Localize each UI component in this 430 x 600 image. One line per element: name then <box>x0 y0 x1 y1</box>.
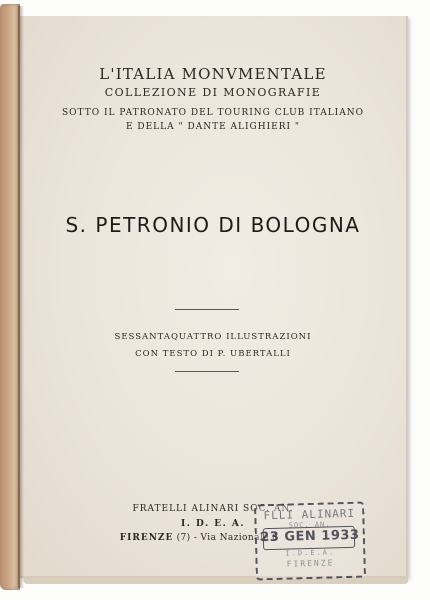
patronage-line-1: SOTTO IL PATRONATO DEL TOURING CLUB ITALIANO <box>62 108 364 118</box>
stamp-bottom-text-2: FIRENZE <box>286 558 335 569</box>
spine-shadow <box>18 6 24 588</box>
publisher-city: FIRENZE <box>119 533 174 543</box>
series-title: L'ITALIA MONVMENTALE <box>99 65 327 83</box>
page-edges <box>24 578 408 584</box>
book-title: S. PETRONIO DI BOLOGNA <box>65 213 361 237</box>
stamp-bottom-text-1: I.D.E.A. <box>285 548 336 558</box>
stamp-date: 23 GEN 1933 <box>260 527 360 546</box>
title-page <box>20 16 408 578</box>
author-credit: CON TESTO DI P. UBERTALLI <box>135 349 291 359</box>
patronage-line-2: E DELLA " DANTE ALIGHIERI " <box>125 122 301 132</box>
collection-subtitle: COLLEZIONE DI MONOGRAFIE <box>104 86 322 99</box>
book-spine <box>0 4 20 590</box>
illustrations-note: SESSANTAQUATTRO ILLUSTRAZIONI <box>114 332 312 342</box>
stamp-top-text: FLLI ALINARI <box>263 506 356 523</box>
publisher-imprint: I. D. E. A. <box>181 519 245 529</box>
publisher-street: (7) - Via Nazionale 8 <box>173 533 279 543</box>
stamp-sub-text: SOC. AN. <box>288 520 331 530</box>
library-date-stamp <box>254 502 366 581</box>
divider-top <box>175 309 239 310</box>
divider-bottom <box>175 371 239 372</box>
publisher-name: FRATELLI ALINARI SOC. AN. <box>132 504 294 514</box>
